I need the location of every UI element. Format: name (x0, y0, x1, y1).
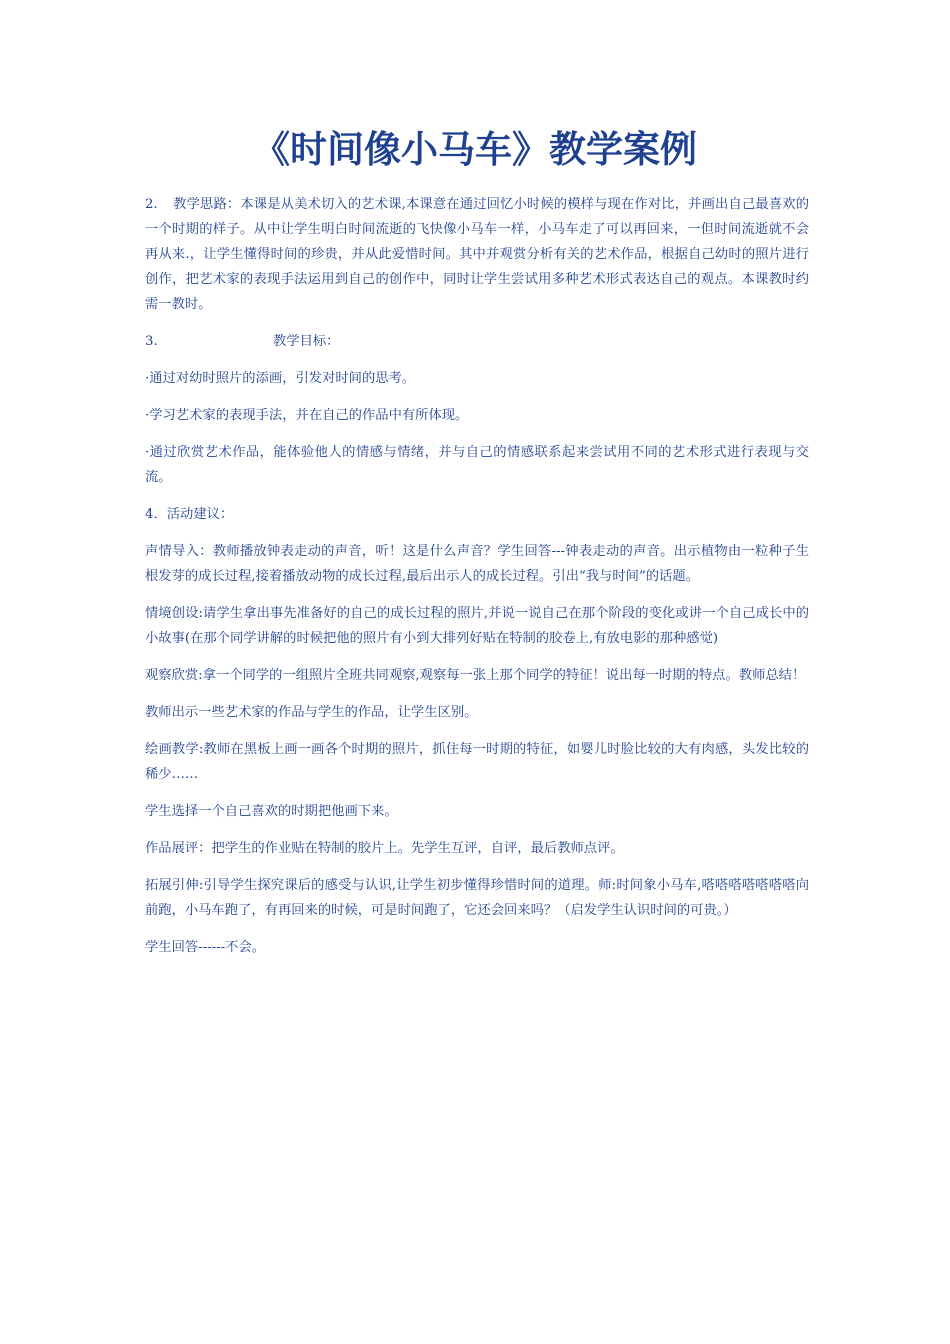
section-3-number: 3. (145, 334, 158, 349)
activity-paragraph: 情境创设:请学生拿出事先准备好的自己的成长过程的照片,并说一说自己在那个阶段的变化或讲一个自己成长中的小故事(在那个同学讲解的时候把他的照片有小到大排列好贴在特制的胶卷上,有放电影的那种感觉) (145, 606, 809, 646)
activity-paragraph: 学生回答------不会。 (145, 940, 266, 955)
activity-paragraph: 拓展引伸:引导学生探究课后的感受与认识,让学生初步懂得珍惜时间的道理。师:时间象小马车,嗒嗒嗒嗒嗒嗒嗒向前跑，小马车跑了，有再回来的时候，可是时间跑了，它还会回来吗？（启发学生认识时间的可贵。） (145, 878, 809, 918)
activity-paragraph: 声情导入：教师播放钟表走动的声音，听！这是什么声音？学生回答---钟表走动的声音。出示植物由一粒种子生根发芽的成长过程,接着播放动物的成长过程,最后出示人的成长过程。引出“我与时间”的话题。 (145, 544, 809, 584)
section-2-text: 教学思路：本课是从美术切入的艺术课,本课意在通过回忆小时候的模样与现在作对比，并画出自己最喜欢的一个时期的样子。从中让学生明白时间流逝的飞快像小马车一样，小马车走了可以再回来，一但时间流逝就不会再从来.，让学生懂得时间的珍贵，并从此爱惜时间。其中并观赏分析有关的艺术作品，根据自己幼时的照片进行创作，把艺术家的表现手法运用到自己的创作中，同时让学生尝试用多种艺术形式表达自己的观点。本课教时约需一教时。 (145, 197, 809, 312)
section-3-heading (145, 329, 809, 354)
activity-paragraph: 学生选择一个自己喜欢的时期把他画下来。 (145, 804, 398, 819)
section-3-text: 教学目标： (273, 334, 340, 349)
document-body (145, 192, 809, 972)
activity-paragraph: 作品展评：把学生的作业贴在特制的胶片上。先学生互评，自评，最后教师点评。 (145, 841, 624, 856)
section-4-heading: 4．活动建议： (145, 507, 234, 522)
activity-paragraph: 观察欣赏:拿一个同学的一组照片全班共同观察,观察每一张上那个同学的特征！说出每一时期的特点。教师总结！ (145, 668, 806, 683)
goal-item: ·通过欣赏艺术作品，能体验他人的情感与情绪，并与自己的情感联系起来尝试用不同的艺术形式进行表现与交流。 (145, 445, 809, 485)
section-2-paragraph (145, 192, 809, 317)
document-title: 《时间像小马车》教学案例 (253, 127, 697, 171)
goal-item: ·通过对幼时照片的添画，引发对时间的思考。 (145, 371, 416, 386)
goal-item: ·学习艺术家的表现手法，并在自己的作品中有所体现。 (145, 408, 469, 423)
section-2-number: 2. (145, 197, 158, 212)
activity-paragraph: 绘画教学:教师在黑板上画一画各个时期的照片，抓住每一时期的特征，如婴儿时脸比较的大有肉感，头发比较的稀少…… (145, 742, 809, 782)
activity-paragraph: 教师出示一些艺术家的作品与学生的作品，让学生区别。 (145, 705, 478, 720)
